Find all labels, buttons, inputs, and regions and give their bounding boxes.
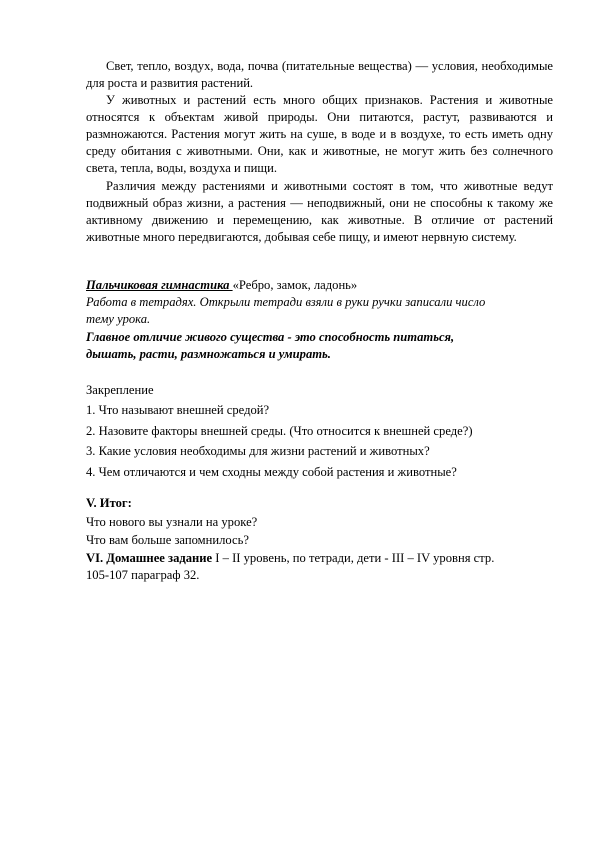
question-1: 1. Что называют внешней средой? xyxy=(86,403,270,417)
homework-line-2: 105-107 параграф 32. xyxy=(86,568,200,582)
summary-title: V. Итог: xyxy=(86,496,132,510)
summary-question-2: Что вам больше запомнилось? xyxy=(86,533,249,547)
question-3: 3. Какие условия необходимы для жизни растений и животных? xyxy=(86,444,430,458)
paragraph-conditions: Свет, тепло, воздух, вода, почва (питательные вещества) — условия, необходимые для роста и развития растений. xyxy=(86,59,553,90)
gymnastics-title: Пальчиковая гимнастика xyxy=(86,278,233,292)
homework-text: I – II уровень, по тетради, дети - III – IV уровня стр. xyxy=(215,551,495,565)
homework-label: VI. Домашнее задание xyxy=(86,551,216,565)
question-4: 4. Чем отличаются и чем сходны между собой растения и животные? xyxy=(86,465,457,479)
consolidation-title: Закрепление xyxy=(86,383,154,397)
summary-question-1: Что нового вы узнали на уроке? xyxy=(86,515,258,529)
gymnastics-name: «Ребро, замок, ладонь» xyxy=(232,278,358,292)
homework-line-1 xyxy=(86,550,566,567)
main-difference-line-1: Главное отличие живого существа - это способность питаться, xyxy=(86,330,455,344)
work-line-2: тему урока. xyxy=(86,312,151,326)
paragraph-common-features: У животных и растений есть много общих признаков. Растения и животные относятся к объектам живой природы. Они питаются, растут, развиваются и размножаются. Растения могут жить на суше, в воде и в воздухе, то есть иметь одну среду обитания с животными. Они, как и животные, не могут жить без солнечного света, тепла, воды, воздуха и пищи. xyxy=(86,93,553,175)
main-difference-line-2: дышать, расти, размножаться и умирать. xyxy=(86,347,331,361)
work-line-1: Работа в тетрадях. Открыли тетради взяли в руки ручки записали число xyxy=(86,295,486,309)
gymnastics-line xyxy=(86,277,566,294)
paragraph-differences: Различия между растениями и животными состоят в том, что животные ведут подвижный образ жизни, а растения — неподвижный, они не способны к такому же активному движению и перемещению, как животные. В отличие от растений животные много передвигаются, добывая себе пищу, и имеют нервную систему. xyxy=(86,179,553,244)
question-2: 2. Назовите факторы внешней среды. (Что относится к внешней среде?) xyxy=(86,424,473,438)
